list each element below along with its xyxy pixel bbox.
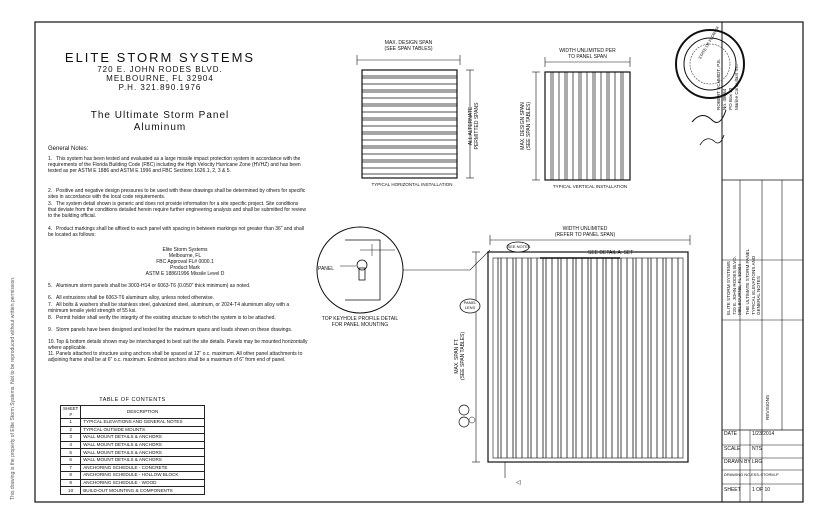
toc-sheet: 1 xyxy=(61,419,81,427)
toc-desc: BUILD-OUT MOUNTING & COMPONENTS xyxy=(81,487,205,495)
drawn-by-value: LRG xyxy=(752,459,763,465)
toc-desc: WALL MOUNT DETAILS & ANCHORS xyxy=(81,434,205,442)
project-line: ELITE STORM SYSTEMS xyxy=(726,261,731,315)
table-row xyxy=(61,487,205,495)
project-line: MELBOURNE, FL 32904 xyxy=(737,264,742,315)
company-phone: P.H. 321.890.1976 xyxy=(118,83,202,92)
engineer-info xyxy=(716,59,740,110)
toc-sheet: 4 xyxy=(61,441,81,449)
engineer-line: PO Box 10 xyxy=(728,87,733,110)
table-of-contents xyxy=(60,397,205,495)
engineer-line: Marine Consultant Inc. xyxy=(734,64,739,110)
note-item xyxy=(48,156,308,175)
label-line: (REFER TO PANEL SPAN) xyxy=(554,232,616,238)
note-text: This system has been tested and evaluated as a large missile impact protection system in accordance with the requirements of the Florida Building Code (FBC) including the High Velocity Hurricane Zone (HVHZ) and has been tested as per ASTM E 1886 and ASTM E 1996 and FBC Sections 1626.1, 2, 3 & 5. xyxy=(48,156,301,175)
toc-sheet: 10 xyxy=(61,487,81,495)
toc-header-row xyxy=(61,406,205,419)
note-number: 1. xyxy=(48,156,53,162)
note-text: Positive and negative design pressures to be used with these drawings shall be determined by others for specific sites in accordance with the local code requirements. xyxy=(48,188,306,201)
note-number: 5. xyxy=(48,283,53,289)
note-text: The system detail shown is generic and does not provide information for a site specific project. Site conditions that deviate from the conditions detailed herein require further engineering analysis and shall be submitted for review to the building official. xyxy=(48,201,306,220)
vertical-side-label xyxy=(520,86,532,166)
product-mark-line: Elite Storm Systems xyxy=(162,247,208,253)
sheet-value: 1 OF 10 xyxy=(752,487,771,493)
detail-caption xyxy=(305,316,415,328)
vertical-caption: TYPICAL VERTICAL INSTALLATION xyxy=(552,184,628,189)
label-line: TOP KEYHOLE PROFILE DETAIL xyxy=(321,316,399,322)
drawing-no-label: DRAWING NO. xyxy=(724,472,752,477)
vertical-installation-drawing xyxy=(532,57,630,180)
toc-table xyxy=(60,405,205,495)
note-item xyxy=(48,295,308,301)
company-address2: MELBOURNE, FL 32904 xyxy=(106,74,214,83)
engineer-line: ROBERT SCHMIDT, P.E. xyxy=(716,58,721,110)
label-line: TO PANEL SPAN xyxy=(568,54,607,60)
note-text: Aluminum storm panels shall be 3003-H14 or 6063-T6 (0.050" thick minimum) as noted. xyxy=(56,283,251,289)
scale-label: SCALE xyxy=(724,446,741,452)
note-text: Storm panels have been designed and tested for the maximum spans and loads shown on these drawings. xyxy=(56,327,293,333)
scale-value: NTS xyxy=(752,446,762,452)
note-number: 4. xyxy=(48,226,53,232)
drawn-by-label: DRAWN BY xyxy=(724,459,751,465)
horizontal-span-label xyxy=(357,40,460,52)
label-line: (SEE SPAN TABLES) xyxy=(526,101,532,151)
table-row xyxy=(61,464,205,472)
see-detail-label: SEE DETAIL A. SET xyxy=(588,250,634,256)
product-mark-line: Melbourne, FL xyxy=(168,253,202,259)
toc-desc: TYPICAL OUTSIDE MOUNTS xyxy=(81,426,205,434)
note-item xyxy=(48,351,308,363)
note-number: 10. xyxy=(48,339,55,345)
drawing-no-value: ESS-STORM-P xyxy=(751,472,779,477)
label-line: PANEL xyxy=(463,300,477,305)
note-text: Panels attached to structure using anchors shall be spaced at 12" o.c. maximum. All other panel attachments to adjoining frame shall be at 6" o.c. maximum. Endmost anchors shall be a maximum of 6" from end of panel. xyxy=(48,351,303,364)
toc-sheet: 6 xyxy=(61,456,81,464)
engineer-line: No. 48064 xyxy=(722,88,727,110)
horizontal-side-label xyxy=(468,86,480,166)
see-notes-callout: SEE NOTES xyxy=(507,244,531,249)
revisions-label: REVISIONS xyxy=(765,394,770,420)
note-number: 2. xyxy=(48,188,53,194)
panel-tag xyxy=(460,300,480,310)
note-number: 7. xyxy=(48,302,53,308)
label-line: MAX. DESIGN SPAN xyxy=(520,102,526,150)
note-number: 3. xyxy=(48,201,53,207)
side-note: This drawing is the property of Elite Storm Systems. Not to be reproduced without written permission. xyxy=(10,276,16,500)
note-text: All extrusions shall be 6063-T6 aluminum alloy, unless noted otherwise. xyxy=(56,295,215,301)
label-line: (SEE SPAN TABLES) xyxy=(460,331,466,381)
product-mark-line: Product Mark xyxy=(170,265,200,271)
label-line: FOR PANEL MOUNTING xyxy=(331,322,389,328)
toc-desc: ANCHORING SCHEDULE - WOOD xyxy=(81,479,205,487)
project-line: 720 E. JOHN RODES BLVD. xyxy=(731,256,737,315)
product-subtitle: Aluminum xyxy=(133,122,187,133)
toc-desc: WALL MOUNT DETAILS & ANCHORS xyxy=(81,456,205,464)
note-number: 11. xyxy=(48,351,55,357)
max-span-label xyxy=(454,311,466,401)
note-text: Product markings shall be affixed to each panel with spacing in between markings not greater than 36" and shall be located as follows: xyxy=(48,226,304,239)
project-line: THE ULTIMATE STORM PANEL xyxy=(745,248,750,315)
date-value: 1/23/2014 xyxy=(752,431,775,437)
toc-title: TABLE OF CONTENTS xyxy=(99,397,166,403)
date-label: DATE xyxy=(724,431,737,437)
label-line: ALL ALTERNATE xyxy=(468,106,474,146)
sheet-label: SHEET xyxy=(724,487,741,493)
project-line: TYPICAL ELEVATIONS AND xyxy=(750,255,756,315)
toc-sheet: 2 xyxy=(61,426,81,434)
horizontal-caption: TYPICAL HORIZONTAL INSTALLATION xyxy=(371,182,453,187)
horizontal-installation-drawing xyxy=(357,55,474,178)
table-row xyxy=(61,434,205,442)
company-address1: 720 E. JOHN RODES BLVD. xyxy=(97,65,223,74)
company-name: ELITE STORM SYSTEMS xyxy=(64,50,256,65)
toc-desc: ANCHORING SCHEDULE - CONCRETE xyxy=(81,464,205,472)
note-item xyxy=(48,302,308,314)
toc-sheet: 9 xyxy=(61,479,81,487)
width-unlimited-label xyxy=(530,226,640,238)
table-row xyxy=(61,472,205,480)
main-elevation-drawing xyxy=(459,235,690,486)
note-item xyxy=(48,283,308,289)
label-line: LENS xyxy=(464,305,476,310)
general-notes-title: General Notes: xyxy=(48,146,89,152)
toc-sheet: 7 xyxy=(61,464,81,472)
label-line: WIDTH UNLIMITED PER xyxy=(559,48,616,54)
note-item xyxy=(48,226,308,238)
product-title: The Ultimate Storm Panel xyxy=(90,110,230,121)
table-row xyxy=(61,419,205,427)
toc-sheet: 8 xyxy=(61,472,81,480)
label-line: (SEE SPAN TABLES) xyxy=(384,46,433,52)
table-row xyxy=(61,479,205,487)
note-number: 9. xyxy=(48,327,53,333)
note-text: All bolts & washers shall be stainless steel, galvanized steel, aluminum, or 2024-T4 aluminum alloy with a minimum tensile yield strength of 55 ksi. xyxy=(48,302,290,315)
toc-desc: WALL MOUNT DETAILS & ANCHORS xyxy=(81,449,205,457)
note-item xyxy=(48,201,308,220)
project-line: GENERAL NOTES xyxy=(756,276,761,315)
label-line: PERMITTED SPANS xyxy=(474,102,480,150)
table-row xyxy=(61,456,205,464)
detail-panel-label: PANEL xyxy=(318,266,335,272)
note-text: Top & bottom details shown may be interchanged to best suit the site details. Panels may be mounted horizontally where applicable. xyxy=(48,339,308,352)
note-item xyxy=(48,188,308,200)
note-item xyxy=(48,315,308,321)
vertical-width-label xyxy=(540,48,635,60)
table-row xyxy=(61,426,205,434)
product-mark-line: FBC Approval FL# 0000.1 xyxy=(156,259,214,265)
table-row xyxy=(61,441,205,449)
label-line: MAX. SPAN FT. xyxy=(454,338,460,374)
project-block-1 xyxy=(726,256,743,315)
toc-desc: ANCHORING SCHEDULE - HOLLOW BLOCK xyxy=(81,472,205,480)
label-line: WIDTH UNLIMITED xyxy=(562,226,608,232)
toc-desc: WALL MOUNT DETAILS & ANCHORS xyxy=(81,441,205,449)
seal-text: STATE OF FLORIDA xyxy=(697,25,721,60)
table-row xyxy=(61,449,205,457)
note-number: 8. xyxy=(48,315,53,321)
note-item xyxy=(48,339,308,351)
note-number: 6. xyxy=(48,295,53,301)
project-block-2 xyxy=(745,249,762,315)
toc-sheet: 3 xyxy=(61,434,81,442)
svg-text:◁: ◁ xyxy=(516,480,521,486)
note-text: Permit holder shall verify the integrity of the existing structure to which the system is to be attached. xyxy=(56,315,276,321)
toc-desc: TYPICAL ELEVATIONS AND GENERAL NOTES xyxy=(81,419,205,427)
label-line: MAX. DESIGN SPAN xyxy=(384,40,433,46)
toc-header-description: DESCRIPTION xyxy=(81,406,205,419)
toc-header-sheet: SHEET # xyxy=(61,406,81,419)
toc-sheet: 5 xyxy=(61,449,81,457)
product-mark-line: ASTM E 1886/1996 Missile Level D xyxy=(145,271,225,277)
note-item xyxy=(48,327,308,333)
